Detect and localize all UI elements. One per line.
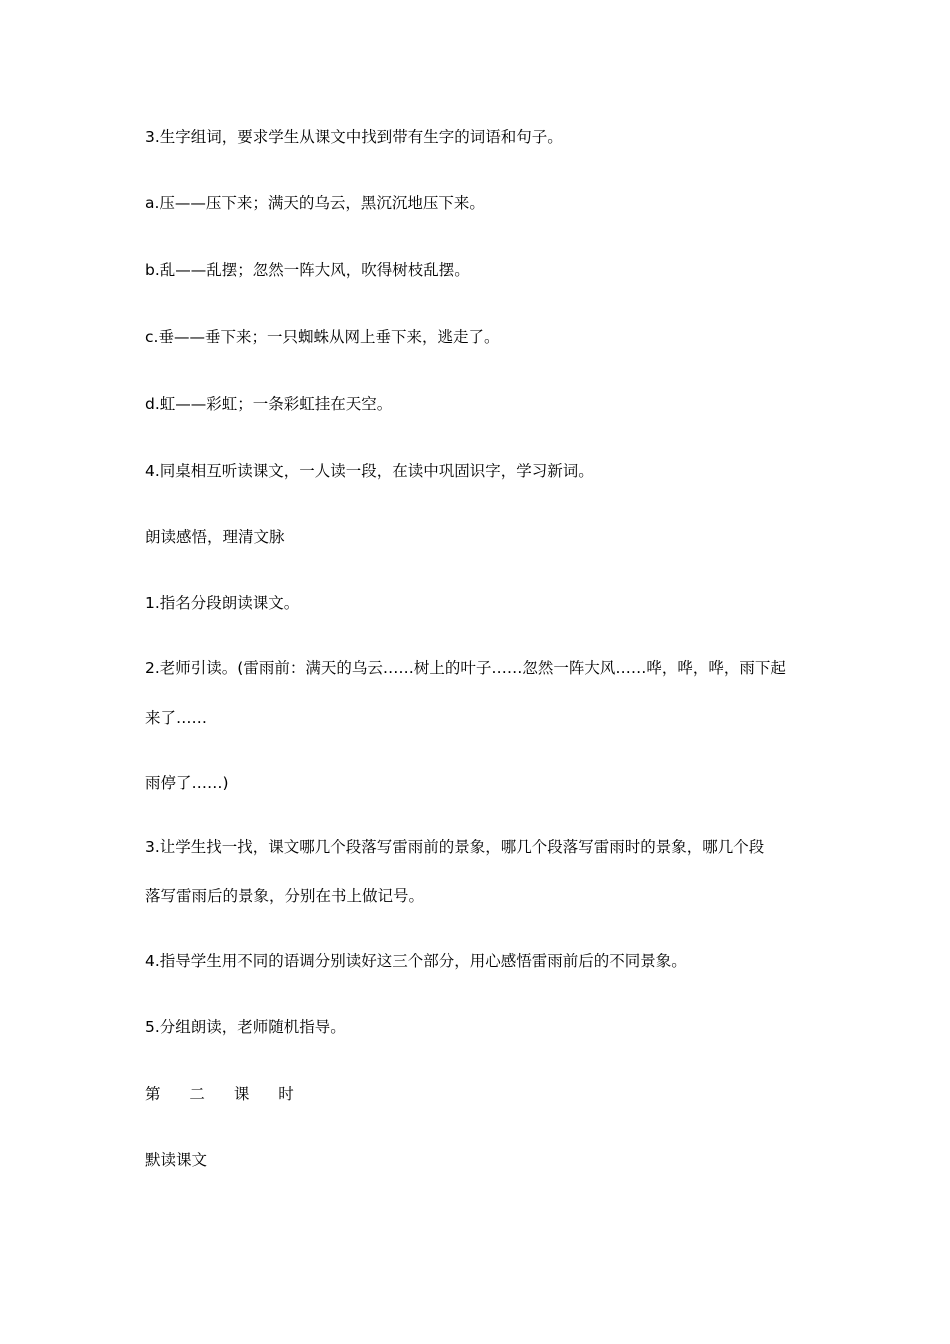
paragraph-step-2-cont: 来了…… — [145, 709, 208, 727]
paragraph-item-c: c.垂——垂下来；一只蜘蛛从网上垂下来，逃走了。 — [145, 328, 500, 346]
section-heading-silent-reading: 默读课文 — [145, 1151, 208, 1169]
paragraph-item-b: b.乱——乱摆；忽然一阵大风，吹得树枝乱摆。 — [145, 261, 470, 279]
paragraph-step-2: 2.老师引读。(雷雨前：满天的乌云……树上的叶子……忽然一阵大风……哗，哗，哗，雨下起 — [145, 659, 786, 677]
paragraph-step-4: 4.指导学生用不同的语调分别读好这三个部分，用心感悟雷雨前后的不同景象。 — [145, 952, 687, 970]
paragraph-item-a: a.压——压下来；满天的乌云，黑沉沉地压下来。 — [145, 194, 485, 212]
paragraph-step-3: 3.让学生找一找，课文哪几个段落写雷雨前的景象，哪几个段落写雷雨时的景象，哪几个段 — [145, 838, 765, 856]
paragraph-step-5: 5.分组朗读，老师随机指导。 — [145, 1018, 346, 1036]
paragraph-step-2-end: 雨停了……) — [145, 774, 229, 792]
section-heading-lesson-2: 第 二 课 时 — [145, 1085, 306, 1103]
paragraph-pair-reading: 4.同桌相互听读课文，一人读一段，在读中巩固识字，学习新词。 — [145, 462, 594, 480]
paragraph-step-1: 1.指名分段朗读课文。 — [145, 594, 300, 612]
paragraph-step-3-cont: 落写雷雨后的景象，分别在书上做记号。 — [145, 887, 425, 905]
section-heading-reading: 朗读感悟，理清文脉 — [145, 528, 285, 546]
paragraph-word-building: 3.生字组词，要求学生从课文中找到带有生字的词语和句子。 — [145, 128, 563, 146]
paragraph-item-d: d.虹——彩虹；一条彩虹挂在天空。 — [145, 395, 393, 413]
